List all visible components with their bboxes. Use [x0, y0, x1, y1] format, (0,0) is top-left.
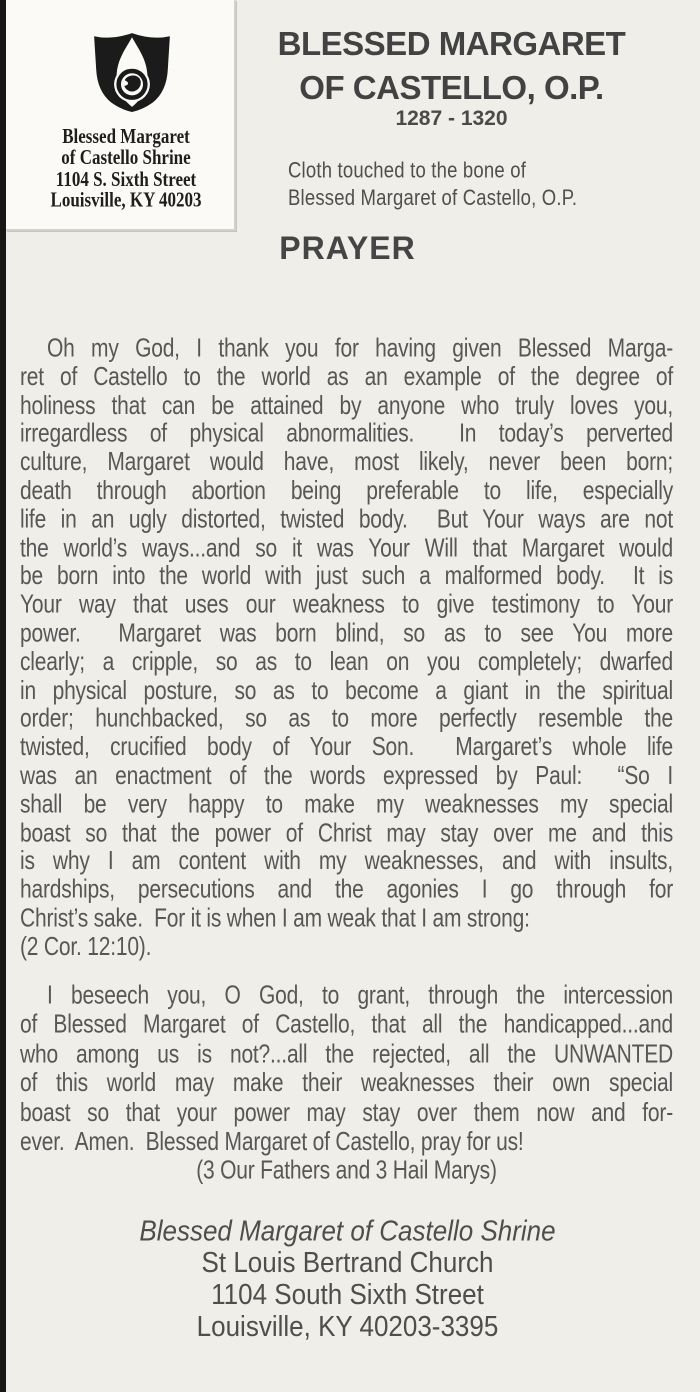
- title-line-1: BLESSED MARGARET: [277, 25, 626, 62]
- text-line: holiness that can be attained by anyone who truly loves you,: [20, 390, 673, 420]
- title-line-2: OF CASTELLO, O.P.: [299, 69, 604, 106]
- text-line: ret of Castello to the world as an example of the degree of: [20, 362, 673, 391]
- text-line: who among us is not?...all the rejected, all the UNWANTED: [20, 1039, 673, 1069]
- city-state-zip: Louisville, KY 40203-3395: [196, 1309, 499, 1343]
- text-line: Your way that uses our weakness to give testimony to Your: [20, 590, 673, 619]
- prayer-paragraph-2: [20, 981, 673, 1186]
- devotion-note: (3 Our Fathers and 3 Hail Marys): [196, 1156, 497, 1186]
- subtitle-line-1: Cloth touched to the bone of: [288, 157, 527, 183]
- dominican-shield-icon: [91, 28, 173, 114]
- text-line: hardships, persecutions and the agonies I go through for: [20, 875, 673, 904]
- text-line: life in an ugly distorted, twisted body. But Your ways are not: [20, 504, 673, 534]
- church-name: St Louis Bertrand Church: [201, 1245, 494, 1279]
- text-line: Christ’s sake. For it is when I am weak that I am strong:: [20, 903, 530, 933]
- label-address: [12, 126, 240, 211]
- text-line: shall be very happy to make my weaknesses my special: [20, 789, 673, 819]
- label-line: Blessed Margaret: [62, 124, 190, 148]
- text-line: of Blessed Margaret of Castello, that all the handicapped...and: [20, 1010, 673, 1040]
- text-line: in physical posture, so as to become a giant in the spiritual: [20, 675, 673, 705]
- life-dates: 1287 - 1320: [395, 107, 508, 130]
- label-line: Louisville, KY 40203: [50, 188, 202, 212]
- address-label: [6, 0, 236, 231]
- text-line: is why I am content with my weaknesses, and with insults,: [20, 846, 673, 876]
- text-line: boast so that the power of Christ may stay over me and this: [20, 818, 673, 847]
- text-line: I beseech you, O God, to grant, through the intercession: [47, 981, 673, 1010]
- text-line: the world’s ways...and so it was Your Will that Margaret would: [20, 533, 673, 562]
- relic-subtitle: [288, 157, 688, 211]
- prayer-paragraph-1: [20, 335, 673, 962]
- prayer-heading: PRAYER: [279, 230, 416, 266]
- text-line: of this world may make their weaknesses their own special: [20, 1068, 673, 1098]
- text-line: (2 Cor. 12:10).: [20, 932, 152, 961]
- prayer-paragraph-2-lines: [20, 981, 673, 1157]
- text-line: Oh my God, I thank you for having given Blessed Marga-: [47, 333, 673, 363]
- shrine-name: Blessed Margaret of Castello Shrine: [139, 1213, 556, 1247]
- street-address: 1104 South Sixth Street: [211, 1277, 484, 1311]
- label-line: 1104 S. Sixth Street: [55, 167, 197, 191]
- subtitle-line-2: Blessed Margaret of Castello, O.P.: [288, 184, 578, 210]
- text-line: boast so that your power may stay over them now and for-: [20, 1098, 673, 1127]
- text-line: death through abortion being preferable to life, especially: [20, 476, 673, 505]
- text-line: clearly; a cripple, so as to lean on you completely; dwarfed: [20, 647, 673, 676]
- text-line: ever. Amen. Blessed Margaret of Castello, pray for us!: [20, 1127, 524, 1157]
- text-line: order; hunchbacked, so as to more perfectly resemble the: [20, 704, 673, 733]
- text-line: was an enactment of the words expressed by Paul: “So I: [20, 761, 673, 790]
- text-line: power. Margaret was born blind, so as to see You more: [20, 618, 673, 648]
- text-line: twisted, crucified body of Your Son. Margaret’s whole life: [20, 732, 673, 762]
- text-line: irregardless of physical abnormalities. In today’s perverted: [20, 419, 673, 448]
- text-line: be born into the world with just such a malformed body. It is: [20, 561, 673, 591]
- shrine-address-footer: [20, 1215, 675, 1343]
- label-line: of Castello Shrine: [61, 146, 191, 170]
- text-line: culture, Margaret would have, most likely, never been born;: [20, 447, 673, 477]
- card-title: [230, 22, 673, 110]
